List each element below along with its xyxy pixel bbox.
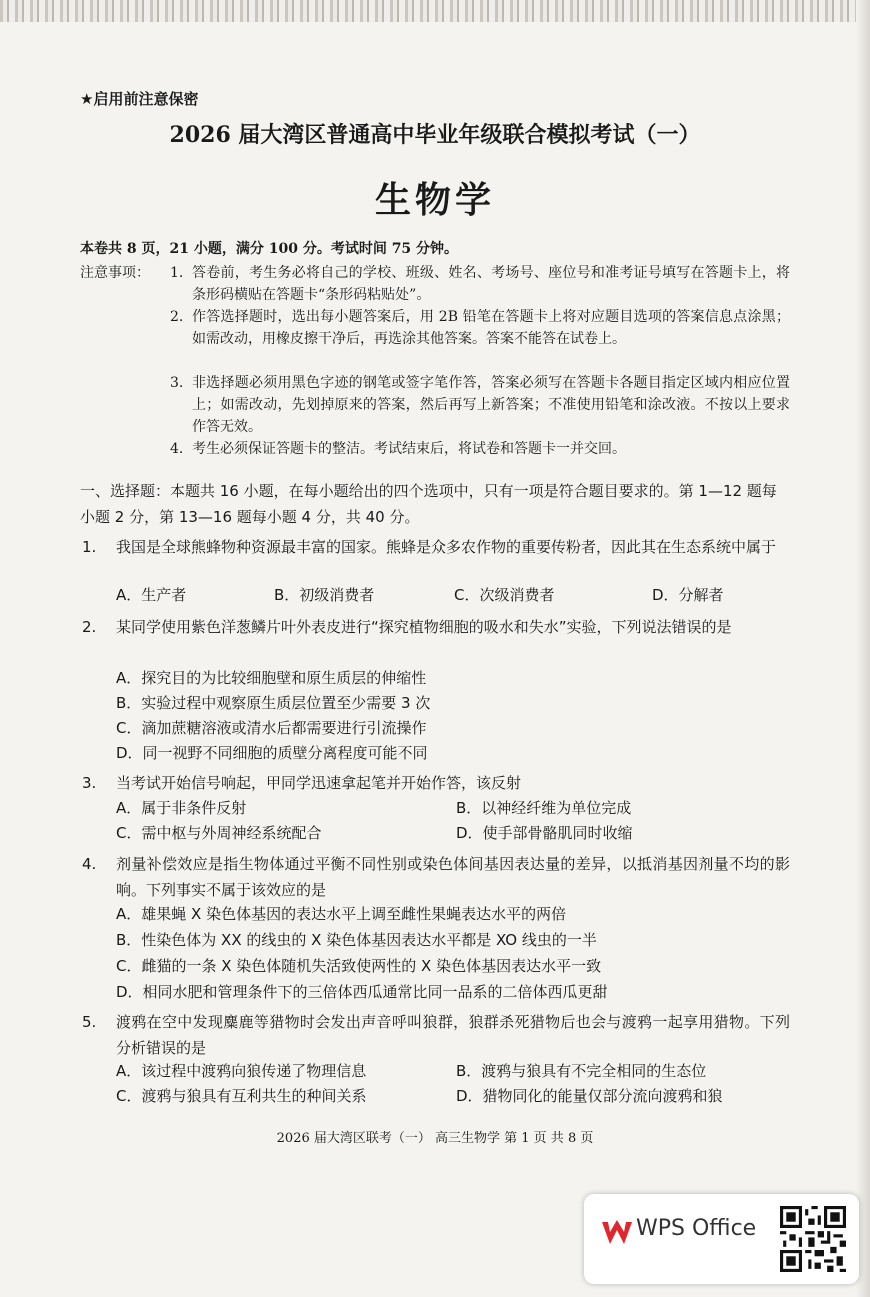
question-4 — [80, 851, 790, 903]
option-d: D．分解者 — [652, 586, 724, 604]
option-a: A．雄果蝇 X 染色体基因的表达水平上调至雌性果蝇表达水平的两倍 — [116, 905, 567, 923]
option-a: A．该过程中渡鸦向狼传递了物理信息 — [116, 1062, 367, 1080]
option-c: C．渡鸦与狼具有互利共生的种间关系 — [116, 1087, 367, 1105]
wps-office-watermark — [584, 1194, 859, 1284]
note-text: 作答选择题时，选出每小题答案后，用 2B 铅笔在答题卡上将对应题目选项的答案信息点涂黑；如需改动，用橡皮擦干净后，再选涂其他答案。答案不能答在试卷上。 — [192, 309, 790, 347]
question-5 — [80, 1009, 790, 1061]
question-stem: 当考试开始信号响起，甲同学迅速拿起笔并开始作答，该反射 — [116, 774, 522, 792]
option-b: B．渡鸦与狼具有不完全相同的生态位 — [456, 1062, 707, 1080]
question-stem: 我国是全球熊蜂物种资源最丰富的国家。熊蜂是众多农作物的重要传粉者，因此其在生态系统中属于 — [116, 538, 777, 556]
option-d: D．猎物同化的能量仅部分流向渡鸦和狼 — [456, 1087, 723, 1105]
question-2 — [80, 614, 790, 666]
secret-notice: ★启用前注意保密 — [80, 90, 199, 108]
question-number: 1. — [82, 538, 97, 556]
option-a: A．生产者 — [116, 586, 187, 604]
notes-label: 注意事项： — [80, 265, 150, 281]
note-number: 4. — [170, 441, 184, 457]
page-footer: 2026 届大湾区联考（一） 高三生物学 第 1 页 共 8 页 — [276, 1131, 594, 1146]
note-number: 3. — [170, 375, 184, 391]
note-item — [170, 306, 790, 372]
option-c: C．滴加蔗糖溶液或清水后都需要进行引流操作 — [116, 719, 427, 737]
option-a: A．探究目的为比较细胞壁和原生质层的伸缩性 — [116, 669, 427, 687]
note-number: 1. — [170, 265, 184, 281]
question-3 — [80, 770, 790, 796]
option-b: B．性染色体为 XX 的线虫的 X 染色体基因表达水平都是 XO 线虫的一半 — [116, 931, 597, 949]
option-b: B．实验过程中观察原生质层位置至少需要 3 次 — [116, 694, 431, 712]
option-d: D．使手部骨骼肌同时收缩 — [456, 824, 633, 842]
option-a: A．属于非条件反射 — [116, 799, 247, 817]
wps-logo-icon — [600, 1216, 634, 1250]
option-c: C．次级消费者 — [454, 586, 555, 604]
note-number: 2. — [170, 309, 184, 325]
exam-summary: 本卷共 8 页，21 小题，满分 100 分。考试时间 75 分钟。 — [80, 241, 459, 257]
note-item — [170, 438, 790, 460]
subject-title: 生物学 — [374, 180, 495, 221]
qr-code-icon — [780, 1204, 846, 1274]
option-c: C．需中枢与外周神经系统配合 — [116, 824, 322, 842]
exam-title: 2026 届大湾区普通高中毕业年级联合模拟考试（一） — [169, 122, 701, 148]
question-stem: 剂量补偿效应是指生物体通过平衡不同性别或染色体间基因表达量的差异，以抵消基因剂量不均的影响。下列事实不属于该效应的是 — [116, 855, 790, 899]
wps-brand-text: WPS Office — [636, 1216, 757, 1241]
option-d: D．同一视野不同细胞的质壁分离程度可能不同 — [116, 744, 428, 762]
section-heading: 一、选择题：本题共 16 小题，在每小题给出的四个选项中，只有一项是符合题目要求的。第 1—12 题每小题 2 分，第 13—16 题每小题 4 分，共 40 分。 — [80, 482, 777, 526]
question-stem: 渡鸦在空中发现麋鹿等猎物时会发出声音呼叫狼群，狼群杀死猎物后也会与渡鸦一起享用猎物。下列分析错误的是 — [116, 1013, 790, 1057]
option-b: B．初级消费者 — [274, 586, 375, 604]
note-item — [170, 262, 790, 306]
note-text: 非选择题必须用黑色字迹的钢笔或签字笔作答，答案必须写在答题卡各题目指定区域内相应位置上；如需改动，先划掉原来的答案，然后再写上新答案；不准使用铅笔和涂改液。不按以上要求作答无效。 — [192, 375, 790, 435]
note-text: 考生必须保证答题卡的整洁。考试结束后，将试卷和答题卡一并交回。 — [192, 441, 626, 457]
note-text: 答卷前，考生务必将自己的学校、班级、姓名、考场号、座位号和准考证号填写在答题卡上，将条形码横贴在答题卡“条形码粘贴处”。 — [192, 265, 790, 303]
question-number: 2. — [82, 618, 97, 636]
question-number: 5. — [82, 1013, 97, 1031]
question-number: 4. — [82, 855, 97, 873]
option-b: B．以神经纤维为单位完成 — [456, 799, 632, 817]
option-d: D．相同水肥和管理条件下的三倍体西瓜通常比同一品系的二倍体西瓜更甜 — [116, 983, 608, 1001]
note-item — [170, 372, 790, 438]
option-c: C．雌猫的一条 X 染色体随机失活致使两性的 X 染色体基因表达水平一致 — [116, 957, 602, 975]
question-1 — [80, 534, 790, 586]
question-stem: 某同学使用紫色洋葱鳞片叶外表皮进行“探究植物细胞的吸水和失水”实验，下列说法错误的是 — [116, 618, 732, 636]
question-number: 3. — [82, 774, 97, 792]
